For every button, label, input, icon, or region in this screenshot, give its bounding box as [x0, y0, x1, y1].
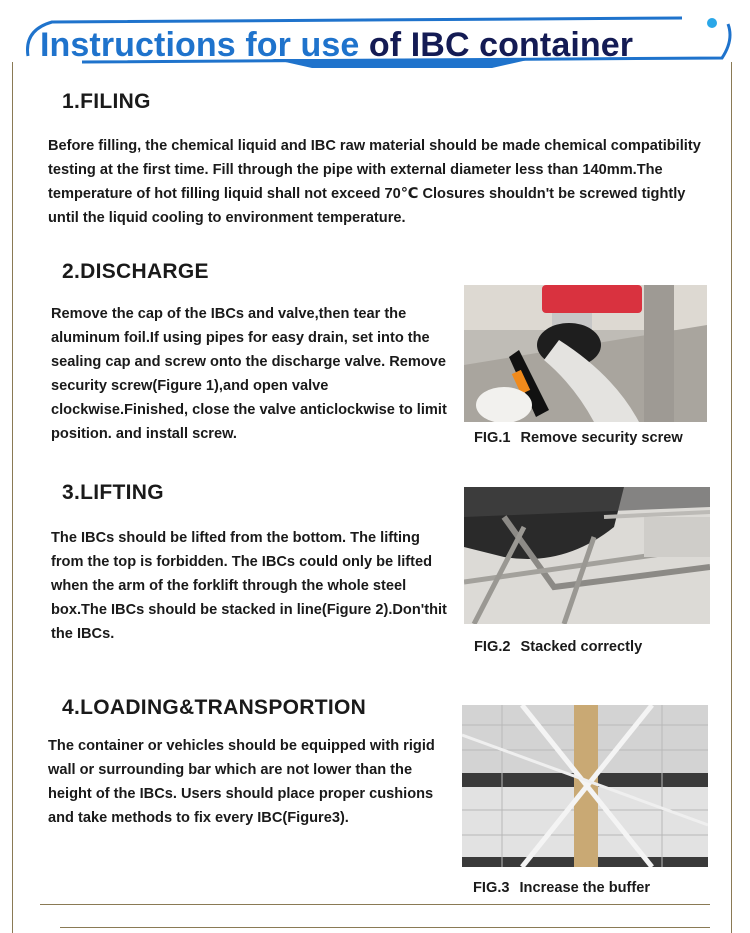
figure-2-caption — [474, 639, 652, 655]
section-lifting-text: The IBCs should be lifted from the bottom. The lifting from the top is forbidden. The IBCs could only be lifted when the arm of the forklift through the whole steel box.The IBCs should be stacked in line(Figure 2).Don'thit the IBCs. — [51, 530, 447, 642]
figure-2-caption-text: Stacked correctly — [520, 639, 643, 655]
figure-3-image — [462, 705, 708, 867]
bottom-divider-2 — [60, 927, 710, 928]
section-filing-heading: 1.FILING — [62, 90, 151, 113]
section-loading-heading: 4.LOADING&TRANSPORTION — [62, 696, 367, 719]
figure-3-caption — [473, 880, 660, 896]
page-title-part1: Instructions for use — [40, 26, 360, 64]
figure-1-image — [464, 285, 707, 422]
page-title-part2: of IBC container — [368, 26, 634, 64]
section-filing-text: Before filling, the chemical liquid and IBC raw material should be made chemical compatibility testing at the first time. Fill through the pipe with external diameter less than 140mm.The temperature of hot filling liquid shall not exceed 70℃ Closures shouldn't be screwed tightly until the liquid cooling to environment temperature. — [48, 138, 701, 226]
page-title — [40, 26, 633, 65]
figure-1-caption-text: Remove security screw — [520, 430, 683, 446]
figure-1-caption — [474, 430, 693, 446]
figure-2-image — [464, 487, 710, 624]
section-loading-text: The container or vehicles should be equipped with rigid wall or surrounding bar which are not lower than the height of the IBCs. Users should place proper cushions and take methods to fix every IBC(Figure3). — [48, 738, 435, 826]
section-discharge-heading: 2.DISCHARGE — [62, 260, 209, 283]
figure-1-label: FIG.1 — [474, 430, 511, 446]
bottom-divider — [40, 904, 710, 905]
section-discharge-text: Remove the cap of the IBCs and valve,then tear the aluminum foil.If using pipes for easy drain, set into the sealing cap and screw onto the discharge valve. Remove security screw(Figure 1),and open valve clockwise.Finished, close the valve anticlockwise to limit position. and install screw. — [51, 306, 447, 442]
section-lifting-heading: 3.LIFTING — [62, 481, 164, 504]
figure-2-label: FIG.2 — [474, 639, 511, 655]
title-banner — [22, 10, 732, 72]
figure-3-caption-text: Increase the buffer — [519, 880, 651, 896]
figure-3-label: FIG.3 — [473, 880, 510, 896]
